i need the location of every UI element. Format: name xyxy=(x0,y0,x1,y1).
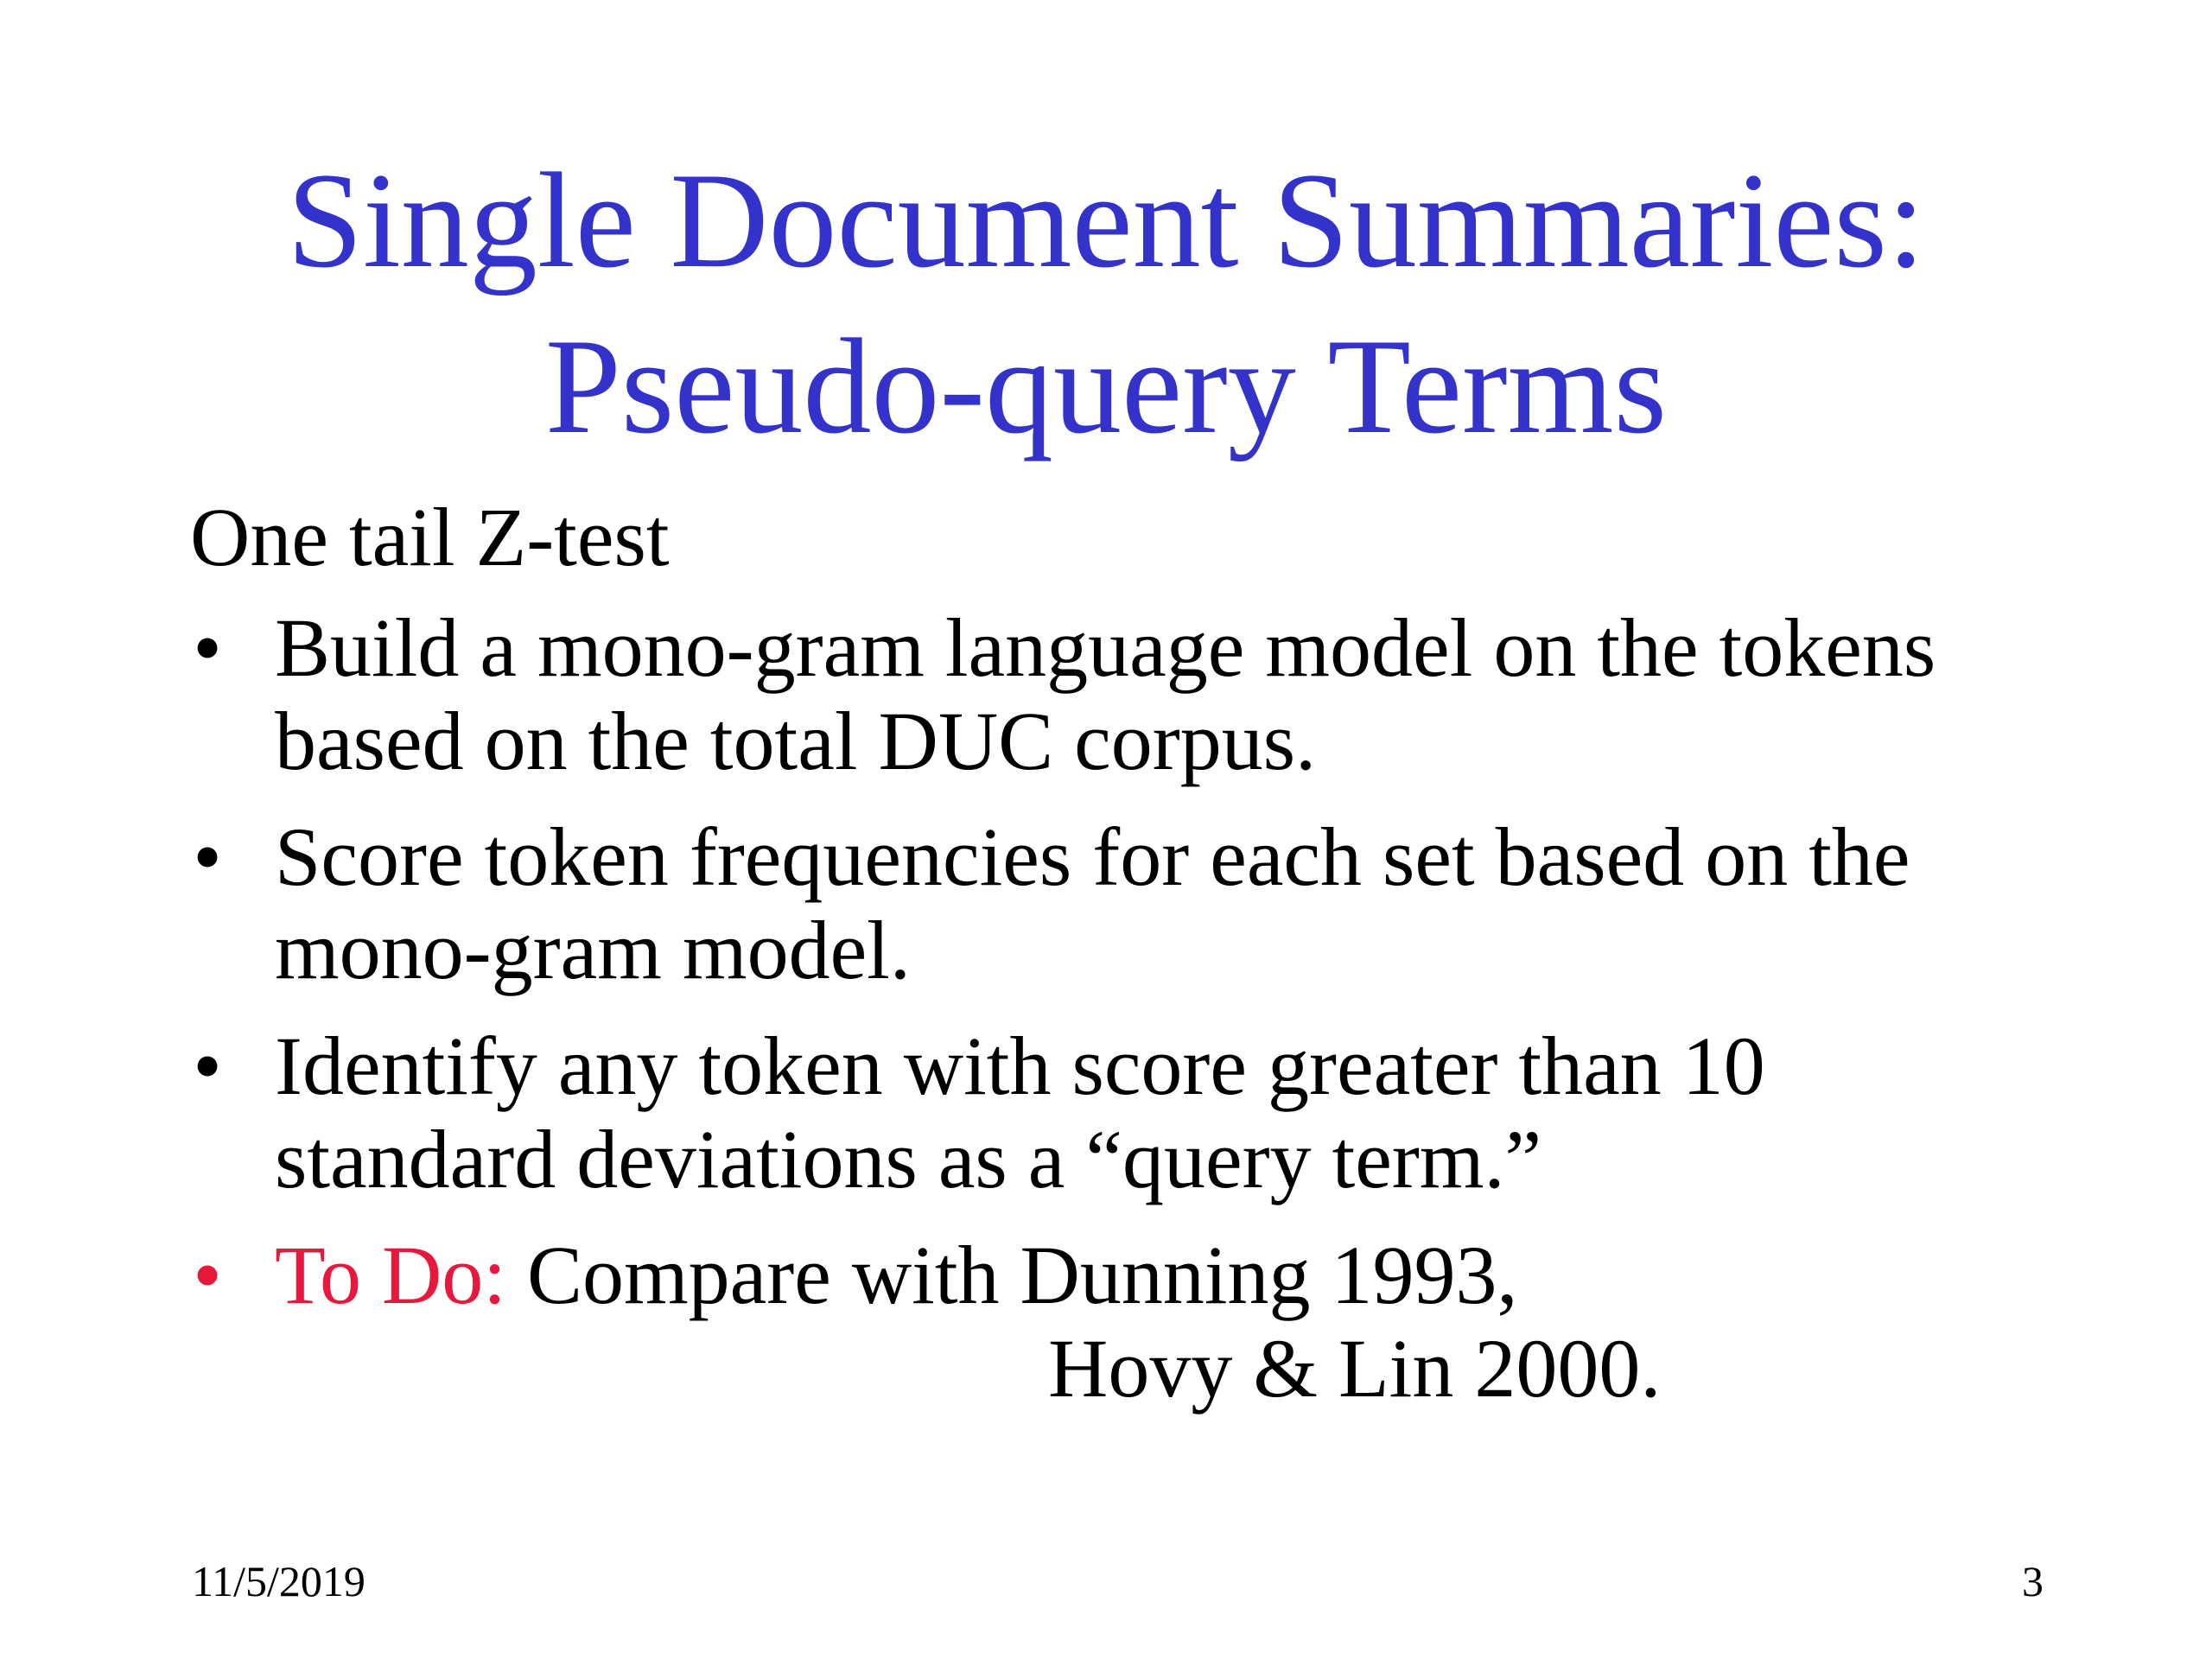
bullet-item xyxy=(190,1020,2074,1206)
bullet-text-line-1: Build a mono-gram language model on the tokens xyxy=(275,601,1936,694)
bullet-text-line-2: based on the total DUC corpus. xyxy=(275,695,1317,787)
todo-line-1 xyxy=(275,1229,2074,1322)
bullet-icon: • xyxy=(193,1020,222,1112)
bullet-item xyxy=(190,601,2074,788)
bullet-text-line-2: standard deviations as a “query term.” xyxy=(275,1113,1542,1205)
todo-bullet-icon: • xyxy=(193,1229,222,1321)
slide-body xyxy=(190,491,2074,1438)
bullet-icon: • xyxy=(193,601,222,694)
intro-text: One tail Z-test xyxy=(190,491,670,583)
bullet-item xyxy=(190,810,2074,997)
bullet-icon: • xyxy=(193,810,222,903)
slide-title-line-2: Pseudo-query Terms xyxy=(544,311,1668,462)
slide-title-line-1: Single Document Summaries: xyxy=(287,145,1925,296)
todo-text-line-1: Compare with Dunning 1993, xyxy=(505,1229,1518,1321)
todo-bullet-item xyxy=(190,1229,2074,1415)
todo-label: To Do: xyxy=(275,1229,506,1321)
slide-title xyxy=(0,138,2212,470)
bullet-text-line-1: Identify any token with score greater than 10 xyxy=(275,1020,1765,1112)
bullet-list xyxy=(190,601,2074,1415)
todo-text-line-2: Hovy & Lin 2000. xyxy=(1048,1322,1662,1414)
bullet-text-line-2: mono-gram model. xyxy=(275,904,911,996)
footer-date: 11/5/2019 xyxy=(192,1557,365,1605)
bullet-text-line-1: Score token frequencies for each set based on the xyxy=(275,810,1910,903)
page-number: 3 xyxy=(2022,1557,2044,1605)
